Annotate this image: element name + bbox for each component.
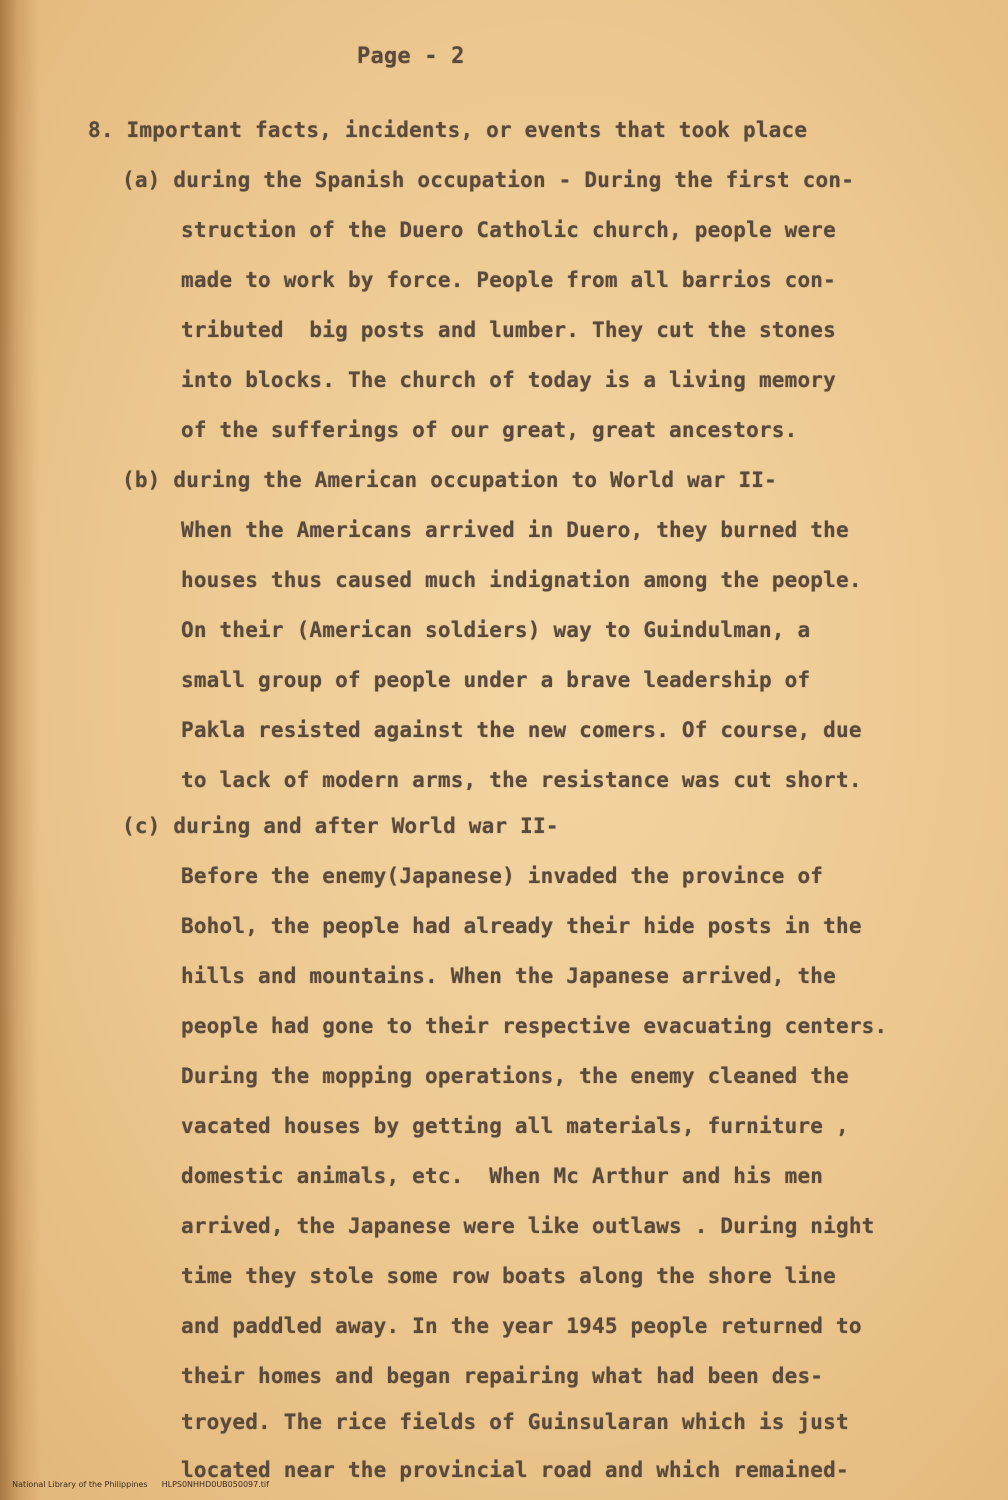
scan-footer: [2, 1471, 283, 1498]
text-line: vacated houses by getting all materials, furniture ,: [181, 1114, 849, 1138]
text-line: (a) during the Spanish occupation - During the first con-: [122, 168, 855, 192]
text-line: houses thus caused much indignation among the people.: [181, 568, 862, 592]
text-line: small group of people under a brave leadership of: [181, 668, 811, 692]
text-line: and paddled away. In the year 1945 people returned to: [181, 1314, 862, 1338]
text-line: into blocks. The church of today is a living memory: [181, 368, 836, 392]
text-line: tributed big posts and lumber. They cut the stones: [181, 318, 836, 342]
footer-file: HLPS0NHHD0UB050097.tif: [161, 1480, 269, 1489]
text-line: to lack of modern arms, the resistance was cut short.: [181, 768, 862, 792]
text-line: their homes and began repairing what had been des-: [181, 1364, 824, 1388]
footer-library: National Library of the Philippines: [12, 1480, 148, 1489]
text-line: struction of the Duero Catholic church, people were: [181, 218, 836, 242]
section-heading: 8. Important facts, incidents, or events that took place: [88, 118, 808, 142]
text-line: troyed. The rice fields of Guinsularan which is just: [181, 1410, 849, 1434]
text-line: arrived, the Japanese were like outlaws . During night: [181, 1214, 875, 1238]
text-line: domestic animals, etc. When Mc Arthur and his men: [181, 1164, 824, 1188]
text-line: When the Americans arrived in Duero, they burned the: [181, 518, 849, 542]
text-line: Before the enemy(Japanese) invaded the province of: [181, 864, 824, 888]
text-line: made to work by force. People from all barrios con-: [181, 268, 836, 292]
text-line: hills and mountains. When the Japanese arrived, the: [181, 964, 836, 988]
text-line: (c) during and after World war II-: [122, 814, 559, 838]
text-line: people had gone to their respective evacuating centers.: [181, 1014, 888, 1038]
text-line: On their (American soldiers) way to Guindulman, a: [181, 618, 811, 642]
text-line: (b) during the American occupation to World war II-: [122, 468, 777, 492]
text-line: located near the provincial road and which remained-: [181, 1458, 849, 1482]
text-line: During the mopping operations, the enemy cleaned the: [181, 1064, 849, 1088]
text-line: of the sufferings of our great, great ancestors.: [181, 418, 798, 442]
text-line: Bohol, the people had already their hide posts in the: [181, 914, 862, 938]
page-number: Page - 2: [357, 44, 465, 69]
text-line: Pakla resisted against the new comers. Of course, due: [181, 718, 862, 742]
text-line: time they stole some row boats along the shore line: [181, 1264, 836, 1288]
